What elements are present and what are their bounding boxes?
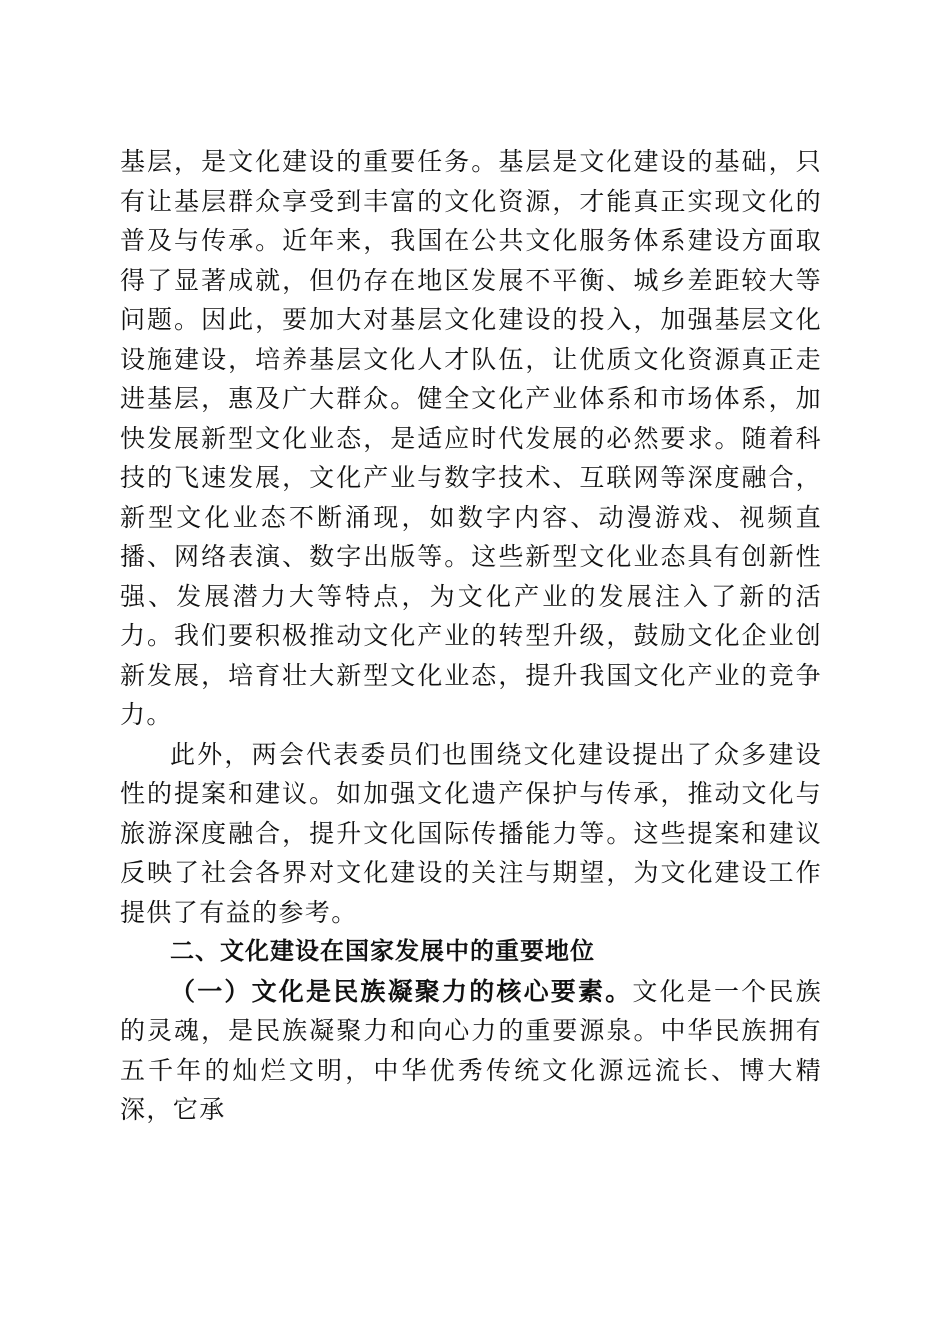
paragraph-grassroots-culture: 基层，是文化建设的重要任务。基层是文化建设的基础，只有让基层群众享受到丰富的文化资源，才能真正实现文化的普及与传承。近年来，我国在公共文化服务体系建设方面取得了显著成就，但仍存在地区发展不平衡、城乡差距较大等问题。因此，要加大对基层文化建设的投入，加强基层文化设施建设，培养基层文化人才队伍，让优质文化资源真正走进基层，惠及广大群众。健全文化产业体系和市场体系，加快发展新型文化业态，是适应时代发展的必然要求。随着科技的飞速发展，文化产业与数字技术、互联网等深度融合，新型文化业态不断涌现，如数字内容、动漫游戏、视频直播、网络表演、数字出版等。这些新型文化业态具有创新性强、发展潜力大等特点，为文化产业的发展注入了新的活力。我们要积极推动文化产业的转型升级，鼓励文化企业创新发展，培育壮大新型文化业态，提升我国文化产业的竞争力。 xyxy=(120,147,822,729)
paragraph-two-sessions-proposals: 此外，两会代表委员们也围绕文化建设提出了众多建设性的提案和建议。如加强文化遗产保护与传承，推动文化与旅游深度融合，提升文化国际传播能力等。这些提案和建议反映了社会各界对文化建设的关注与期望，为文化建设工作提供了有益的参考。 xyxy=(120,739,822,927)
document-body xyxy=(120,142,822,1130)
subsection-text: 文化是一个民族的灵魂，是民族凝聚力和向心力的重要源泉。中华民族拥有五千年的灿烂文明，中华优秀传统文化源远流长、博大精深，它承 xyxy=(120,976,822,1124)
section-heading: 二、文化建设在国家发展中的重要地位 xyxy=(170,937,595,965)
subsection-label: （一）文化是民族凝聚力的核心要素。 xyxy=(170,976,633,1006)
paragraph-national-cohesion xyxy=(120,972,822,1130)
